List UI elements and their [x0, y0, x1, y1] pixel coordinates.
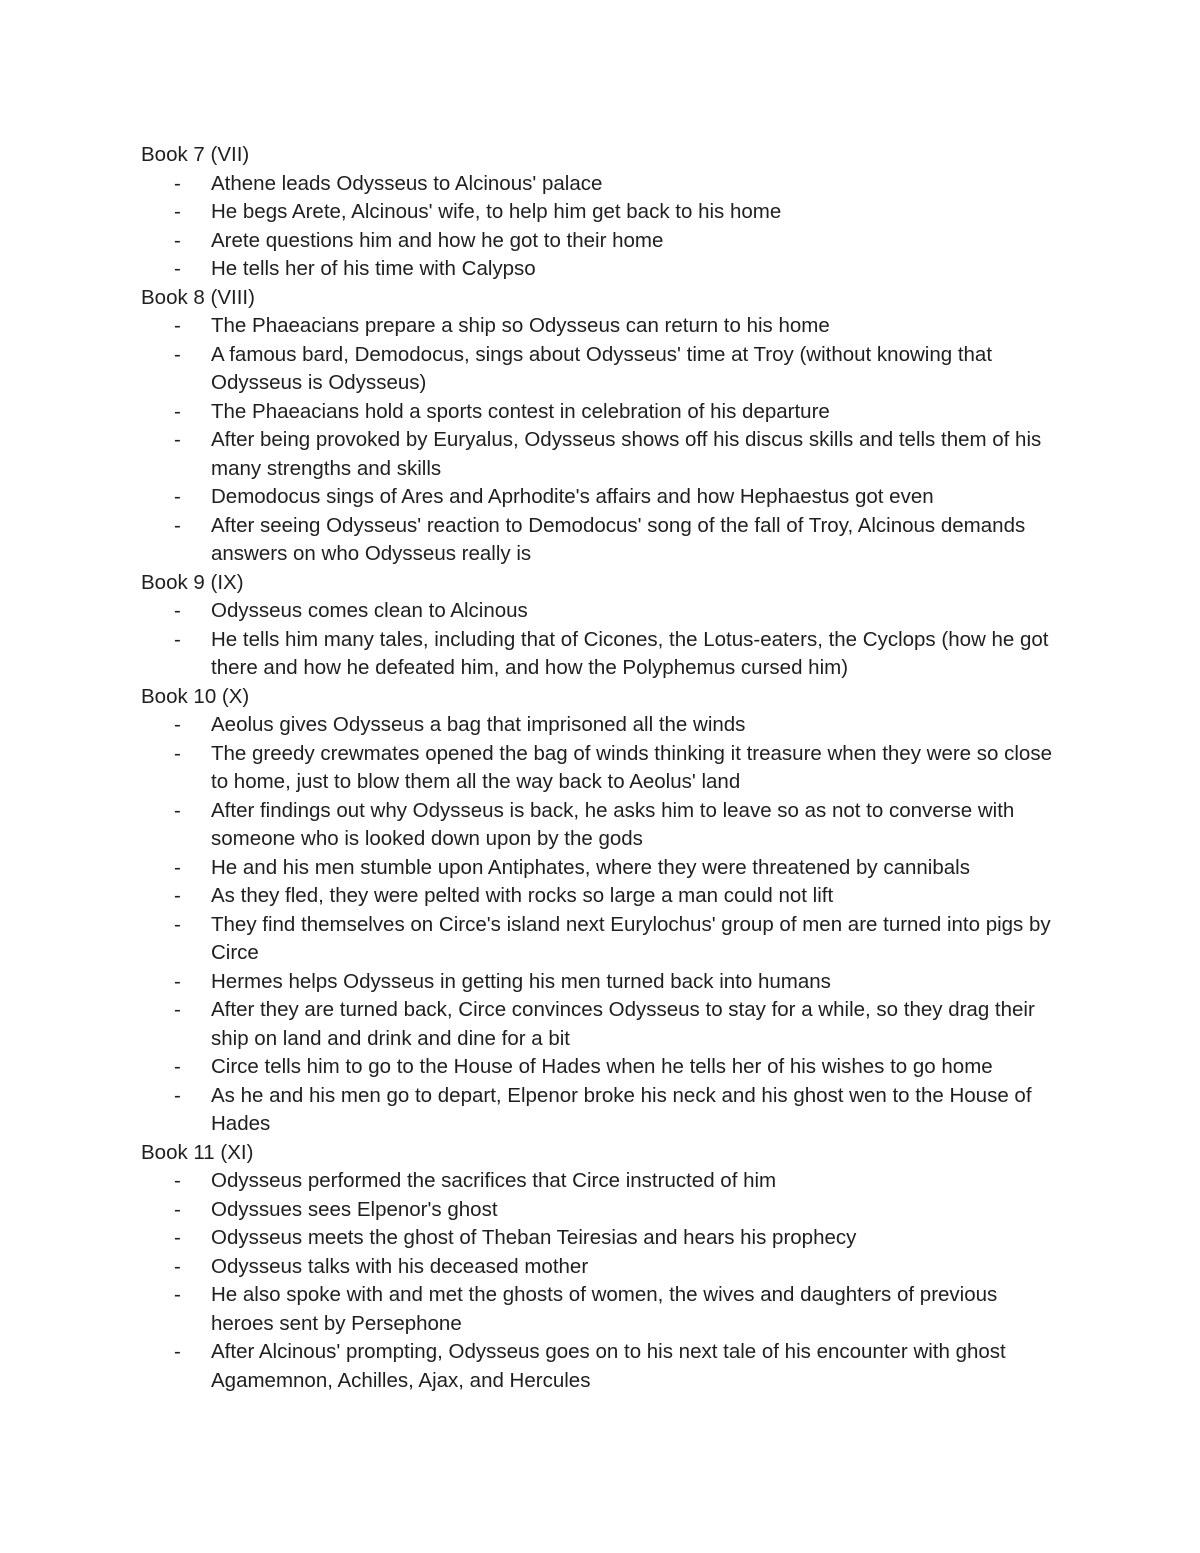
- bullet-list: [141, 312, 1061, 569]
- list-item-text: He and his men stumble upon Antiphates, where they were threatened by cannibals: [211, 855, 970, 879]
- list-item-text: As he and his men go to depart, Elpenor broke his neck and his ghost wen to the House of Hades: [211, 1083, 1032, 1135]
- bullet-list: [141, 597, 1061, 683]
- list-item-text: He tells him many tales, including that of Cicones, the Lotus-eaters, the Cyclops (how he got there and how he defeated him, and how the Polyphemus cursed him): [211, 627, 1049, 679]
- list-item: [141, 854, 1061, 883]
- list-item: [141, 797, 1061, 854]
- dash-bullet: -: [174, 798, 181, 822]
- list-item: [141, 341, 1061, 398]
- list-item: [141, 1167, 1061, 1196]
- list-item-text: They find themselves on Circe's island next Eurylochus' group of men are turned into pigs by Circe: [211, 912, 1051, 964]
- dash-bullet: -: [174, 1169, 181, 1192]
- dash-bullet: -: [174, 884, 181, 907]
- book-section: [141, 141, 1061, 284]
- book-heading: Book 10 (X): [141, 684, 250, 708]
- list-item: [141, 398, 1061, 427]
- list-item-text: The greedy crewmates opened the bag of winds thinking it treasure when they were so close to home, just to blow them all the way back to Aeolus' land: [211, 741, 1052, 793]
- book-section: [141, 1139, 1061, 1396]
- list-item-text: After Alcinous' prompting, Odysseus goes on to his next tale of his encounter with ghost Agamemnon, Achilles, Ajax, and Hercules: [211, 1340, 1006, 1392]
- dash-bullet: -: [174, 1254, 181, 1278]
- dash-bullet: -: [174, 342, 181, 366]
- list-item-text: Odysseus performed the sacrifices that Circe instructed of him: [211, 1169, 777, 1192]
- list-item: [141, 512, 1061, 569]
- list-item: [141, 711, 1061, 740]
- list-item: [141, 1082, 1061, 1139]
- dash-bullet: -: [174, 399, 181, 423]
- list-item: [141, 626, 1061, 683]
- list-item: [141, 1338, 1061, 1395]
- dash-bullet: -: [174, 200, 181, 223]
- list-item: [141, 882, 1061, 911]
- book-section: [141, 683, 1061, 1139]
- list-item-text: A famous bard, Demodocus, sings about Odysseus' time at Troy (without knowing that Odysseus is Odysseus): [211, 342, 993, 394]
- list-item: [141, 1281, 1061, 1338]
- dash-bullet: -: [174, 485, 181, 508]
- book-heading: Book 11 (XI): [141, 1140, 254, 1164]
- dash-bullet: -: [174, 599, 181, 622]
- list-item-text: After they are turned back, Circe convinces Odysseus to stay for a while, so they drag their ship on land and drink and dine for a bit: [211, 998, 1035, 1050]
- list-item: [141, 1196, 1061, 1225]
- list-item: [141, 1224, 1061, 1253]
- list-item-text: After being provoked by Euryalus, Odysseus shows off his discus skills and tells them of his many strengths and skills: [211, 428, 1042, 480]
- book-heading: Book 8 (VIII): [141, 285, 255, 309]
- dash-bullet: -: [174, 855, 181, 879]
- list-item: [141, 911, 1061, 968]
- list-item-text: Hermes helps Odysseus in getting his men turned back into humans: [211, 969, 831, 993]
- list-item-text: He also spoke with and met the ghosts of women, the wives and daughters of previous heroes sent by Persephone: [211, 1283, 998, 1335]
- dash-bullet: -: [174, 741, 181, 765]
- dash-bullet: -: [174, 314, 181, 337]
- list-item: [141, 170, 1061, 199]
- list-item-text: After findings out why Odysseus is back, he asks him to leave so as not to converse with someone who is looked down upon by the gods: [211, 798, 1015, 850]
- dash-bullet: -: [174, 627, 181, 651]
- dash-bullet: -: [174, 1283, 181, 1306]
- dash-bullet: -: [174, 1083, 181, 1107]
- list-item: [141, 426, 1061, 483]
- dash-bullet: -: [174, 1226, 181, 1249]
- bullet-list: [141, 170, 1061, 284]
- list-item-text: Odyssues sees Elpenor's ghost: [211, 1197, 498, 1221]
- dash-bullet: -: [174, 171, 181, 195]
- list-item-text: Odysseus meets the ghost of Theban Teiresias and hears his prophecy: [211, 1226, 857, 1249]
- dash-bullet: -: [174, 969, 181, 993]
- document-page: [141, 141, 1061, 1395]
- list-item-text: He begs Arete, Alcinous' wife, to help him get back to his home: [211, 200, 782, 223]
- list-item-text: The Phaeacians prepare a ship so Odysseus can return to his home: [211, 314, 830, 337]
- list-item: [141, 996, 1061, 1053]
- list-item: [141, 483, 1061, 512]
- list-item: [141, 227, 1061, 256]
- dash-bullet: -: [174, 1055, 181, 1078]
- book-section: [141, 569, 1061, 683]
- book-section: [141, 284, 1061, 569]
- list-item-text: As they fled, they were pelted with rocks so large a man could not lift: [211, 884, 834, 907]
- dash-bullet: -: [174, 713, 181, 736]
- list-item: [141, 1253, 1061, 1282]
- list-item-text: Arete questions him and how he got to their home: [211, 228, 664, 252]
- bullet-list: [141, 1167, 1061, 1395]
- list-item: [141, 312, 1061, 341]
- dash-bullet: -: [174, 912, 181, 936]
- dash-bullet: -: [174, 257, 181, 280]
- list-item: [141, 968, 1061, 997]
- list-item: [141, 597, 1061, 626]
- list-item-text: Demodocus sings of Ares and Aprhodite's affairs and how Hephaestus got even: [211, 485, 934, 508]
- list-item-text: After seeing Odysseus' reaction to Demodocus' song of the fall of Troy, Alcinous demands answers on who Odysseus really is: [211, 513, 1026, 565]
- dash-bullet: -: [174, 228, 181, 252]
- list-item-text: Aeolus gives Odysseus a bag that imprisoned all the winds: [211, 713, 746, 736]
- list-item-text: He tells her of his time with Calypso: [211, 257, 536, 280]
- dash-bullet: -: [174, 428, 181, 451]
- list-item: [141, 740, 1061, 797]
- list-item-text: The Phaeacians hold a sports contest in celebration of his departure: [211, 399, 830, 423]
- list-item: [141, 255, 1061, 284]
- list-item-text: Circe tells him to go to the House of Hades when he tells her of his wishes to go home: [211, 1055, 993, 1078]
- list-item-text: Odysseus talks with his deceased mother: [211, 1254, 589, 1278]
- list-item: [141, 198, 1061, 227]
- list-item-text: Odysseus comes clean to Alcinous: [211, 599, 528, 622]
- list-item-text: Athene leads Odysseus to Alcinous' palace: [211, 171, 603, 195]
- book-heading: Book 9 (IX): [141, 570, 244, 594]
- book-heading: Book 7 (VII): [141, 143, 250, 166]
- list-item: [141, 1053, 1061, 1082]
- dash-bullet: -: [174, 513, 181, 537]
- dash-bullet: -: [174, 998, 181, 1021]
- bullet-list: [141, 711, 1061, 1139]
- dash-bullet: -: [174, 1340, 181, 1363]
- dash-bullet: -: [174, 1197, 181, 1221]
